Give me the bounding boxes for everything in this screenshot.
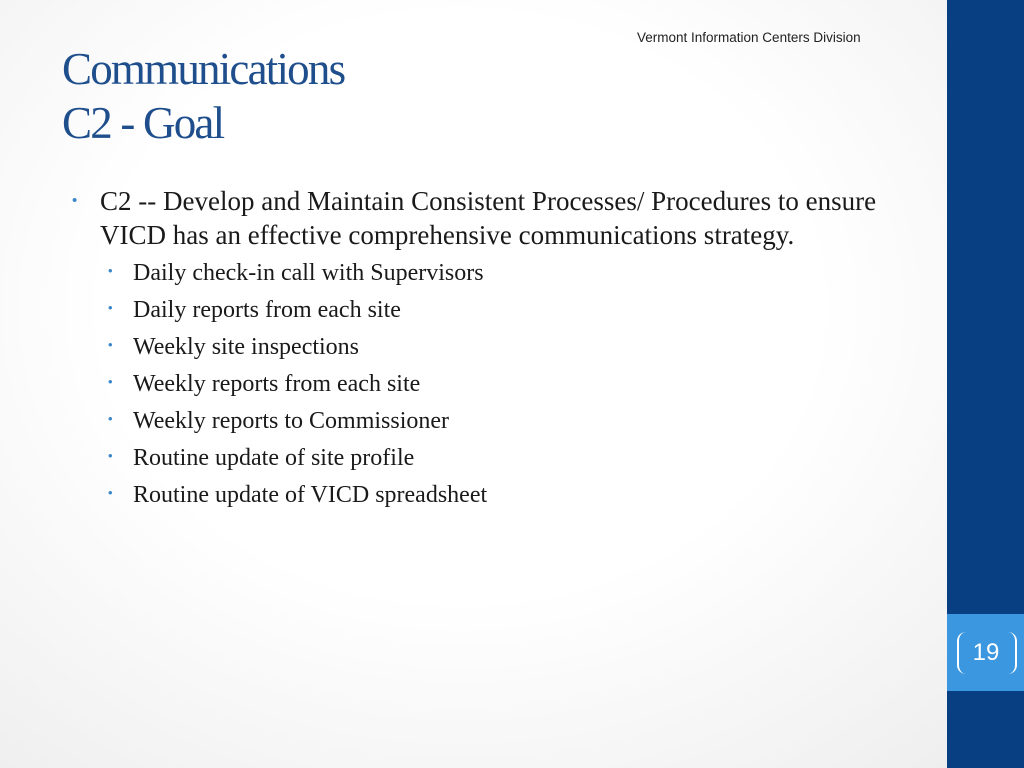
bullet-dot-icon: • [108,263,113,278]
main-bullet [70,184,900,252]
page-number: 19 [972,639,1000,666]
main-bullet-text: C2 -- Develop and Maintain Consistent Processes/ Procedures to ensure VICD has an effective comprehensive communications strategy. [100,186,877,250]
sub-bullet-item [108,404,900,441]
bullet-dot-icon: • [108,448,113,463]
sub-bullet-item [108,256,900,293]
organization-label: Vermont Information Centers Division [637,30,861,45]
sub-bullet-text: Routine update of VICD spreadsheet [133,482,488,508]
sub-bullet-text: Daily reports from each site [133,297,401,323]
bullet-dot-icon: • [72,192,78,209]
bullet-dot-icon: • [108,485,113,500]
sub-bullet-list [70,256,900,515]
bullet-dot-icon: • [108,374,113,389]
sub-bullet-text: Weekly site inspections [133,334,360,360]
slide-title [62,42,344,150]
slide-title-line2: C2 - Goal [62,98,224,148]
sub-bullet-text: Weekly reports to Commissioner [133,408,450,434]
sub-bullet-item [108,293,900,330]
bullet-dot-icon: • [108,411,113,426]
bullet-dot-icon: • [108,337,113,352]
sub-bullet-item [108,478,900,515]
sub-bullet-text: Routine update of site profile [133,445,415,471]
sub-bullet-text: Daily check-in call with Supervisors [133,260,484,286]
sub-bullet-item [108,367,900,404]
sub-bullet-item [108,441,900,478]
slide-content [70,184,900,515]
slide-title-line1: Communications [62,44,345,94]
sub-bullet-text: Weekly reports from each site [133,371,421,397]
bullet-dot-icon: • [108,300,113,315]
sub-bullet-item [108,330,900,367]
